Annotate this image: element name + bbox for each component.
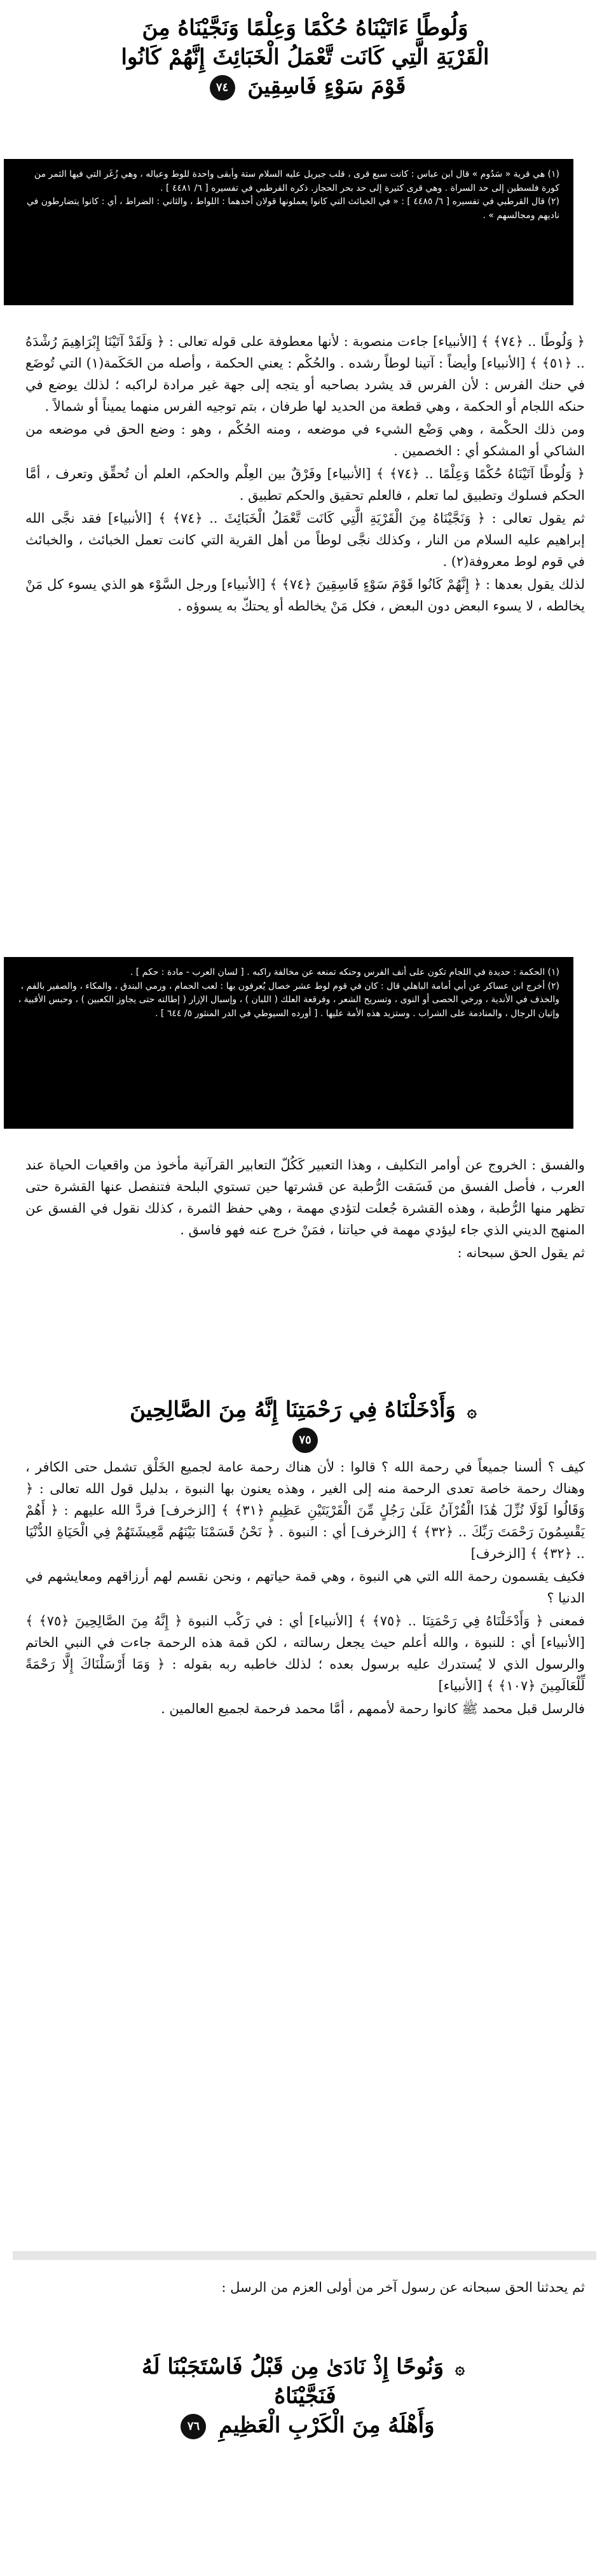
verse-74-header xyxy=(114,14,496,102)
paragraph: ﴿ وَلُوطًا .. ﴿٧٤﴾ ﴾ [الأنبياء] جاءت منصوبة : لأنها معطوفة على قوله تعالى : ﴿ وَلَقَدْ آتَيْنَا إِبْرَاهِيمَ رُشْدَهُ .. ﴿٥١﴾ ﴾ [الأنبياء] وأيضاً : آتينا لوطاً رشده . والحُكْم : يعني الحكمة ، وأصله من الحَكَمة(١) التي تُوضَع في حنك الفرس : لأن الفرس قد يشرد بصاحبه أو يتجه إلى جهة غير مرادة لراكبه ؛ لذلك يوضع في حنكه اللجام أو الحكمة ، وهي قطعة من الحديد لها طرفان ، بتم توجيه الفرس منهما يميناً أو شمالاً . xyxy=(25,334,585,415)
verse-number-badge: ٧٦ xyxy=(181,2414,206,2439)
paragraph: ثم يقول الحق سبحانه : xyxy=(457,1245,585,1261)
commentary-block xyxy=(25,1154,585,1383)
footnote-box xyxy=(4,159,573,305)
verse-line xyxy=(114,2353,496,2411)
verse-line xyxy=(114,2411,496,2441)
footnote: (٢) أخرج ابن عساكر عن أبي أمامة الباهلي قال : كان في قوم لوط عشر خصال يُعرفون بها : لعب الحمام ، ورمي البندق ، والمكاء ، والصفير بالفم ، والخذف في الأندية ، ورخي الحصى أو النوى ، وتسريح الشعر ، وفرقعة العلك ( اللبان ) ، وإسبال الإزار ( إطالته حتى يجاوز الكعبين ) ، وحبس الأقبية ، وإتيان الرجال ، والمنادمة على الشراب . وستزيد هذه الأمة عليها . [ أورده السيوطي في الدر المنثور ٥/ ٦٤٤ ] . xyxy=(18,981,559,1019)
footnote: (٢) قال القرطبي في تفسيره [ ٦/ ٤٤٨٥ ] : « في الخبائث التي كانوا يعملونها قولان أحدهما : اللواط ، والثاني : الضراط ، أي : كانوا يتضارطون في ناديهم ومجالسهم » . xyxy=(26,196,559,221)
paragraph: كيف ؟ ألسنا جميعاً في رحمة الله ؟ قالوا : لأن هناك رحمة عامة لجميع الخَلْق تشمل حتى الكافر ، وهناك رحمة خاصة تعدى الرحمة منه إلى الغير ، وهذه يعنون بها النبوة ، بدليل قول الله تعالى : ﴿ وَقَالُوا لَوْلَا نُزِّلَ هَٰذَا الْقُرْآنُ عَلَىٰ رَجُلٍ مِّنَ الْقَرْيَتَيْنِ عَظِيمٍ ﴿٣١﴾ ﴾ [الزخرف] فردَّ الله عليهم : ﴿ أَهُمْ يَقْسِمُونَ رَحْمَتَ رَبِّكَ .. ﴿٣٢﴾ ﴾ [الزخرف] أي : النبوة . ﴿ نَحْنُ قَسَمْنَا بَيْنَهُم مَّعِيشَتَهُمْ فِي الْحَيَاةِ الدُّنْيَا .. ﴿٣٢﴾ ﴾ [الزخرف] xyxy=(25,1459,585,1562)
paragraph: والفسق : الخروج عن أوامر التكليف ، وهذا التعبير كَكُلّ التعابير القرآنية مأخوذ من واقعيات الحياة عند العرب ، فأصل الفسق من فَسَقت الرُّطبة عن قشرتها حين تستوي البلحة فتنفصل عنها القشرة حتى تظهر منها الرُّطبة ، وهذه القشرة جُعلت لتؤدي مهمة ، وهي حفظ الثمرة ، كذلك نقول في الفسق عن المنهج الديني الذي جاء ليؤدي مهمة في حياتنا ، فمَنْ خرج عنه فهو فاسق . xyxy=(25,1157,585,1238)
verse-line xyxy=(114,1396,496,1454)
paragraph: ومن ذلك الحكْمة ، وهي وَضْع الشيء في موضعه ، ومنه الحُكْم ، وهو : وضع الحق في موضعه من الشاكي أو المشكو أي : الخصمين . xyxy=(25,422,585,459)
verse-number-badge: ٧٤ xyxy=(210,75,235,100)
verse-text: وَأَهْلَهُ مِنَ الْكَرْبِ الْعَظِيمِ xyxy=(219,2412,435,2438)
paragraph: فالرسل قبل محمد ﷺ كانوا رحمة لأممهم ، أمَّا محمد فرحمة لجميع العالمين . xyxy=(161,1701,585,1717)
footnote-box xyxy=(4,957,573,1129)
paragraph: فمعنى ﴿ وَأَدْخَلْنَاهُ فِي رَحْمَتِنَا .. ﴿٧٥﴾ ﴾ [الأنبياء] أي : في رَكْب النبوة ﴿ إِنَّهُ مِنَ الصَّالِحِينَ ﴿٧٥﴾ ﴾ [الأنبياء] أي : للنبوة ، والله أعلم حيث يجعل رسالته ، لكن قمة هذه الرحمة جاءت في النبي الخاتم والرسول الذي لا يُستدرك عليه برسول بعده ؛ لذلك خاطبه ربه بقوله : ﴿ وَمَا أَرْسَلْنَاكَ إِلَّا رَحْمَةً لِّلْعَالَمِينَ ﴿١٠٧﴾ ﴾ [الأنبياء] xyxy=(25,1613,585,1694)
verse-76-header xyxy=(114,2353,496,2441)
commentary-block xyxy=(25,1456,585,2168)
verse-75-header xyxy=(114,1396,496,1454)
ornament-icon: ۞ xyxy=(467,1402,477,1421)
verse-text: وَأَدْخَلْنَاهُ فِي رَحْمَتِنَا إِنَّهُ مِنَ الصَّالِحِينَ xyxy=(130,1397,456,1422)
verse-number-badge: ٧٥ xyxy=(292,1428,318,1453)
commentary-block xyxy=(25,2276,585,2340)
verse-text: قَوْمَ سَوْءٍ فَاسِقِينَ xyxy=(247,73,406,99)
footnote: (١) الحكمة : حديدة في اللجام تكون على أنف الفرس وحنكه تمنعه عن مخالفة راكبه . [ لسان العرب - مادة : حكم ] . xyxy=(130,967,559,977)
commentary-block xyxy=(25,331,585,954)
paragraph: فكيف يقسمون رحمة الله التي هي النبوة ، وهي قمة حياتهم ، ونحن نقسم لهم أرزاقهم ومعايشهم في الدنيا ؟ xyxy=(25,1569,585,1606)
verse-line xyxy=(114,72,496,102)
section-divider xyxy=(13,2251,596,2260)
ornament-icon: ۞ xyxy=(455,2359,465,2378)
footnote: (١) هي قرية « سَدُوم » قال ابن عباس : كانت سبع قرى ، قلب جبريل عليه السلام ستة وأبقى واحدة للوط وعياله ، وهي زُغَر التي فيها الثمر من كورة فلسطين إلى حد السراة . وهي قرى كثيرة إلى حد بحر الحجاز. ذكره القرطبي في تفسيره [ ٦/ ٤٤٨١ ] . xyxy=(34,169,559,193)
verse-text: وَنُوحًا إِذْ نَادَىٰ مِن قَبْلُ فَاسْتَجَبْنَا لَهُ فَنَجَّيْنَاهُ xyxy=(141,2354,444,2409)
verse-line: الْقَرْيَةِ الَّتِي كَانَت تَّعْمَلُ الْخَبَائِثَ إِنَّهُمْ كَانُوا xyxy=(121,44,489,70)
verse-line: وَلُوطًا ءَاتَيْنَاهُ حُكْمًا وَعِلْمًا وَنَجَّيْنَاهُ مِنَ xyxy=(142,15,469,41)
paragraph: لذلك يقول بعدها : ﴿ إِنَّهُمْ كَانُوا قَوْمَ سَوْءٍ فَاسِقِينَ ﴿٧٤﴾ ﴾ [الأنبياء] ورجل السَّوْء هو الذي يسوء كل مَنْ يخالطه ، لا يسوء البعض دون البعض ، فكل مَنْ يخالطه أو يحتكّ به يسوؤه . xyxy=(25,577,585,614)
paragraph: ﴿ وَلُوطًا آتَيْنَاهُ حُكْمًا وَعِلْمًا .. ﴿٧٤﴾ ﴾ [الأنبياء] وفَرْقٌ بين العِلْم والحكم، العلم أن تُحقِّق وتعرف ، أمَّا الحكم فسلوك وتطبيق لما تعلم ، فالعلم تحقيق والحكم تطبيق . xyxy=(25,466,585,504)
paragraph: ثم يحدثنا الحق سبحانه عن رسول آخر من أولى العزم من الرسل : xyxy=(221,2280,585,2295)
paragraph: ثم يقول تعالى : ﴿ وَنَجَّيْنَاهُ مِنَ الْقَرْيَةِ الَّتِي كَانَت تَّعْمَلُ الْخَبَائِثَ .. ﴿٧٤﴾ ﴾ [الأنبياء] فقد نجَّى الله إبراهيم عليه السلام من النار ، وكذلك نجَّى لوطاً من أهل القرية التي كانت تعمل الخبائث ، والخبائث في قوم لوط معروفة(٢) . xyxy=(25,511,585,570)
